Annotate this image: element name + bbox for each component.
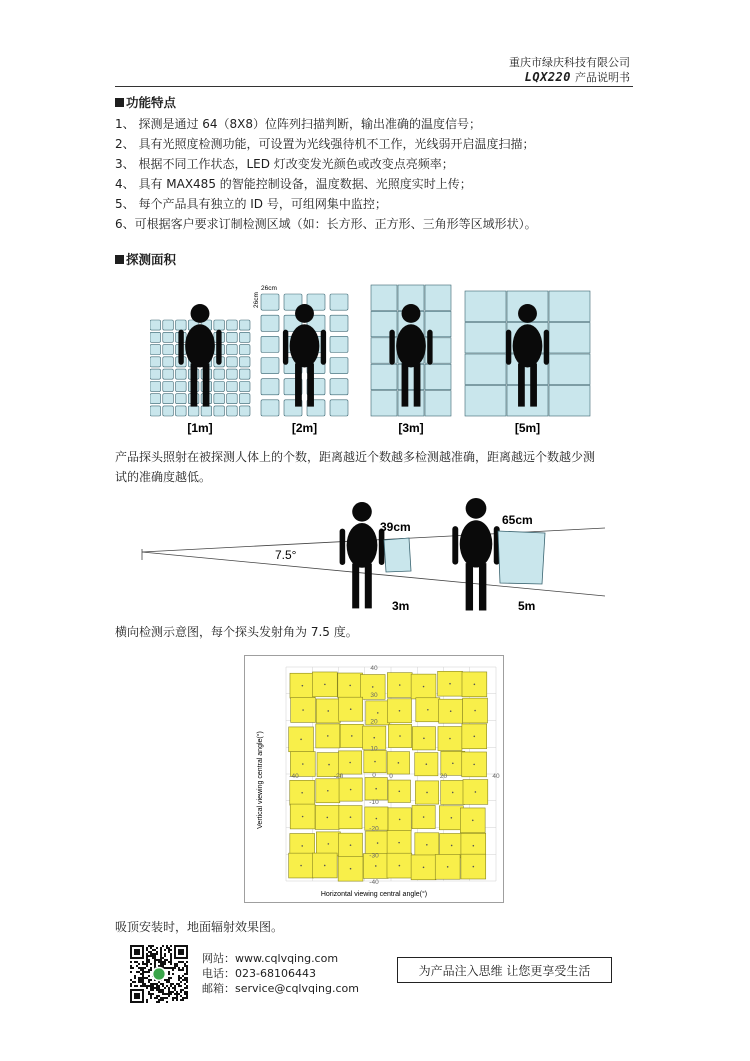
radiation-cell-center (426, 792, 428, 794)
detection-cell (227, 332, 238, 342)
radiation-cell-center (451, 817, 453, 819)
radiation-cell-center (350, 844, 352, 846)
y-tick-label: 40 (370, 665, 378, 672)
header-divider (115, 86, 633, 87)
distance-label: [1m] (187, 421, 213, 435)
detection-cell (150, 357, 161, 367)
phone-row (202, 966, 359, 981)
detection-cell (214, 381, 225, 391)
detection-cell (227, 406, 238, 416)
detection-cell (239, 332, 250, 342)
detection-cell (214, 320, 225, 330)
detection-cell (549, 386, 590, 417)
radiation-cell-center (452, 762, 454, 764)
detection-cell (163, 357, 174, 367)
y-tick-label: -30 (369, 852, 379, 860)
detection-cell (163, 345, 174, 355)
detection-cell (239, 394, 250, 404)
detection-cell (227, 369, 238, 379)
detection-cell (150, 345, 161, 355)
y-tick-label: -40 (369, 879, 379, 886)
phone-number: 023-68106443 (235, 967, 316, 980)
radiation-cell-center (377, 842, 379, 844)
y-tick-label: 20 (370, 718, 378, 726)
x-tick-label: 40 (492, 773, 500, 780)
radiation-cell-center (350, 816, 352, 818)
detection-cell (176, 369, 187, 379)
radiation-cell-center (349, 685, 351, 687)
radiation-cell-center (474, 684, 476, 686)
website-label: 网站： (202, 952, 235, 965)
distance-near: 3m (392, 599, 410, 613)
radiation-cell-center (301, 845, 303, 847)
radiation-cell-center (350, 789, 352, 791)
email-label: 邮箱： (202, 982, 235, 995)
detection-area-figure (150, 280, 610, 440)
detection-cell (330, 358, 348, 374)
radiation-cell-center (372, 686, 374, 688)
detection-cell (163, 332, 174, 342)
detection-cell (261, 336, 279, 352)
radiation-cell-center (327, 735, 329, 737)
features-heading (115, 93, 176, 111)
y-tick-label: -10 (369, 798, 379, 806)
radiation-cell-center (327, 710, 329, 712)
product-model-line (525, 69, 630, 85)
detection-description (115, 447, 595, 487)
detection-cell (549, 323, 590, 354)
radiation-cell-center (451, 845, 453, 847)
document-type: 产品说明书 (575, 71, 630, 84)
detection-cell (371, 285, 397, 310)
detection-cell (330, 336, 348, 352)
detection-cell (214, 369, 225, 379)
radiation-cell-center (474, 710, 476, 712)
radiation-cell-center (399, 710, 401, 712)
radiation-cell-center (399, 819, 401, 821)
ceiling-radiation-plot (244, 655, 504, 903)
distance-label: [3m] (398, 421, 424, 435)
projection-size-far: 65cm (502, 513, 533, 527)
distance-label: [5m] (514, 421, 541, 435)
radiation-cell-center (473, 866, 475, 868)
detection-cell (425, 391, 451, 416)
radiation-cell-center (301, 792, 303, 794)
detection-cell (227, 357, 238, 367)
cell-size-width-label: 26cm (261, 285, 277, 292)
radiation-cell-center (375, 865, 377, 867)
detection-cell (330, 294, 348, 310)
detection-cell (330, 379, 348, 395)
detection-cell (150, 320, 161, 330)
feature-item: 5、 每个产品具有独立的 ID 号，可组网集中监控； (115, 197, 387, 211)
detection-panel (465, 291, 590, 435)
radiation-cell-center (377, 712, 379, 714)
radiation-cell-center (473, 736, 475, 738)
x-tick-label: 0 (389, 773, 393, 780)
projection-area-near (384, 538, 411, 572)
y-tick-label: 0 (372, 772, 376, 779)
slogan-text: 为产品注入思维 让您更享受生活 (418, 963, 591, 978)
radiation-cell-center (324, 684, 326, 686)
radiation-cell-center (300, 739, 302, 741)
radiation-cell-center (449, 683, 451, 685)
detection-cell (176, 320, 187, 330)
y-axis-label: Vertical viewing central angle(°) (257, 731, 264, 829)
radiation-cell-center (423, 816, 425, 818)
square-bullet-icon (115, 255, 124, 264)
distance-label: [2m] (291, 421, 318, 435)
footer (130, 945, 630, 1005)
features-list (115, 114, 537, 234)
side-view-figure (140, 486, 610, 614)
detection-cell (330, 400, 348, 416)
detection-cell (150, 406, 161, 416)
distance-far: 5m (518, 599, 536, 613)
detection-cell (163, 320, 174, 330)
square-bullet-icon (115, 98, 124, 107)
feature-item: 3、 根据不同工作状态，LED 灯改变发光颜色或改变点亮频率； (115, 157, 454, 171)
detection-cell (227, 345, 238, 355)
y-tick-label: 10 (370, 745, 378, 753)
x-tick-label: 20 (439, 773, 448, 780)
detection-panel (371, 285, 451, 435)
detection-cell (465, 354, 506, 385)
wechat-logo-icon (153, 968, 164, 979)
detection-area-heading (115, 250, 176, 268)
radiation-cell-center (328, 843, 330, 845)
features-title: 功能特点 (126, 95, 177, 110)
detection-cell (549, 291, 590, 322)
company-name: 重庆市绿庆科技有限公司 (509, 56, 630, 69)
detection-cell (239, 406, 250, 416)
detection-cell (150, 332, 161, 342)
radiation-cell-center (374, 761, 376, 763)
detection-cell (227, 320, 238, 330)
side-view-caption: 横向检测示意图，每个探头发射角为 7.5 度。 (115, 625, 358, 639)
radiation-cell-center (473, 845, 475, 847)
detection-cell (261, 400, 279, 416)
detection-cell (188, 406, 199, 416)
radiation-cell-center (447, 866, 449, 868)
radiation-cell-center (398, 762, 400, 764)
radiation-cell-center (427, 709, 429, 711)
website-link[interactable]: www.cqlvqing.com (235, 952, 339, 965)
radiation-cell-center (399, 865, 401, 867)
detection-cell (163, 394, 174, 404)
radiation-cell-center (349, 762, 351, 764)
detection-cell (201, 406, 212, 416)
detection-cell (150, 369, 161, 379)
radiation-cell-center (302, 685, 304, 687)
phone-label: 电话： (202, 967, 235, 980)
radiation-cell-center (452, 792, 454, 794)
radiation-cell-center (472, 820, 474, 822)
detection-panel (253, 285, 348, 435)
detection-cell (465, 323, 506, 354)
radiation-cell-center (399, 684, 401, 686)
feature-item: 2、 具有光照度检测功能，可设置为光线强待机不工作，光线弱开启温度扫描； (115, 137, 535, 151)
detection-cell (261, 315, 279, 331)
detection-cell (163, 381, 174, 391)
radiation-cell-center (327, 790, 329, 792)
feature-item: 6、可根据客户要求订制检测区域（如：长方形、正方形、三角形等区域形状）。 (115, 217, 537, 231)
email-link[interactable]: service@cqlvqing.com (235, 982, 359, 995)
cell-size-height-label: 26cm (253, 292, 260, 308)
detection-cell (176, 394, 187, 404)
radiation-cell-center (426, 844, 428, 846)
radiation-cell-center (373, 737, 375, 739)
detection-cell (371, 364, 397, 389)
radiation-cell-center (398, 842, 400, 844)
person-silhouette-far (452, 498, 499, 610)
detection-cell (261, 379, 279, 395)
radiation-cell-center (450, 710, 452, 712)
detection-cell (150, 394, 161, 404)
detection-description-line: 产品探头照射在被探测人体上的个数，距离越近个数越多检测越准确，距离越远个数越少测 (115, 450, 596, 464)
radiation-cell-center (324, 865, 326, 867)
radiation-cell-center (302, 709, 304, 711)
detection-cell (330, 315, 348, 331)
detection-cell (239, 369, 250, 379)
detection-cell (227, 394, 238, 404)
radiation-cell-center (423, 738, 425, 740)
website-row (202, 951, 359, 966)
qr-code-icon (130, 945, 188, 1003)
radiation-cell-center (350, 708, 352, 710)
detection-cell (214, 394, 225, 404)
x-axis-label: Horizontal viewing central angle(°) (320, 891, 428, 898)
detection-description-line: 试的准确度越低。 (115, 470, 212, 484)
radiation-cell-center (376, 818, 378, 820)
radiation-cell-center (302, 816, 304, 818)
detection-cell (239, 381, 250, 391)
detection-cell (465, 386, 506, 417)
radiation-cell-center (350, 868, 352, 870)
detection-cell (214, 406, 225, 416)
radiation-cell-center (328, 764, 330, 766)
radiation-cell-center (426, 763, 428, 765)
email-row (202, 981, 359, 996)
detection-panel (150, 304, 250, 435)
person-icon (452, 498, 499, 610)
contact-info (202, 951, 359, 996)
detection-cell (227, 381, 238, 391)
feature-item: 4、 具有 MAX485 的智能控制设备，温度数据、光照度实时上传； (115, 177, 472, 191)
y-tick-label: 30 (370, 691, 378, 699)
detection-cell (239, 345, 250, 355)
projection-size-near: 39cm (380, 520, 411, 534)
detection-cell (425, 364, 451, 389)
detection-cell (163, 406, 174, 416)
detection-area-title: 探测面积 (126, 252, 177, 267)
detection-cell (549, 354, 590, 385)
x-tick-label: -20 (333, 773, 344, 780)
radiation-cell-center (326, 817, 328, 819)
radiation-cell-center (375, 788, 377, 790)
person-icon (340, 502, 385, 608)
detection-cell (261, 358, 279, 374)
product-model: LQX220 (524, 70, 571, 84)
detection-cell (261, 294, 279, 310)
projection-area-far (498, 531, 545, 584)
radiation-cell-center (449, 738, 451, 740)
radiation-cell-center (351, 735, 353, 737)
radiation-cell-center (398, 790, 400, 792)
y-tick-label: -20 (369, 825, 379, 833)
detection-cell (371, 391, 397, 416)
feature-item: 1、 探测是通过 64（8X8）位阵列扫描判断，输出准确的温度信号； (115, 117, 482, 131)
radiation-cell-center (423, 867, 425, 869)
radiation-cell-center (399, 735, 401, 737)
x-tick-label: -40 (289, 773, 299, 780)
detection-cell (239, 320, 250, 330)
detection-cell (465, 291, 506, 322)
radiation-cell-center (473, 764, 475, 766)
radiation-cell-center (423, 686, 425, 688)
detection-cell (425, 285, 451, 310)
ceiling-caption: 吸顶安装时，地面辐射效果图。 (115, 920, 284, 934)
detection-cell (507, 386, 548, 417)
radiation-cell-center (475, 791, 477, 793)
radiation-cell-center (302, 763, 304, 765)
detection-cell (150, 381, 161, 391)
detection-cell (176, 406, 187, 416)
slogan-box (397, 957, 612, 983)
person-silhouette-near (340, 502, 385, 608)
beam-angle-label: 7.5° (275, 548, 297, 562)
detection-cell (163, 369, 174, 379)
detection-cell (239, 357, 250, 367)
detection-cell (176, 381, 187, 391)
radiation-cell-center (300, 865, 302, 867)
